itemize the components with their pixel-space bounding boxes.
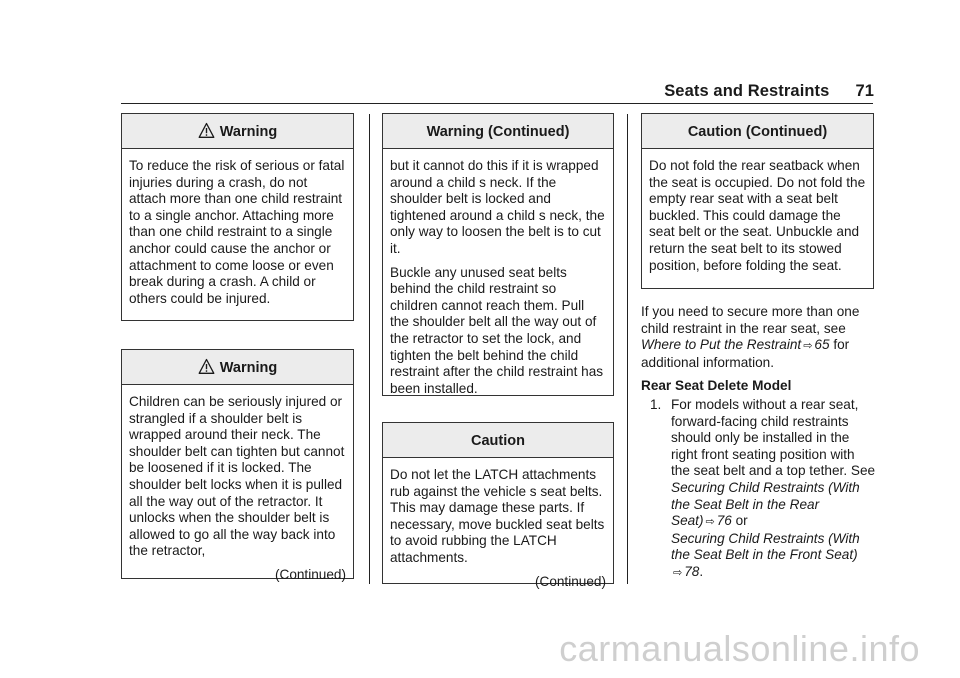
warning-continued-header: Warning (Continued) (383, 114, 613, 149)
warning-box-2-text: Children can be seriously injured or strangled if a shoulder belt is wrapped around their neck. The shoulder belt can tighten but cannot be loosened if it is locked. The shoulder belt locks when it is pulled all the way out of the retractor. It unlocks when the shoulder belt is allowed to go all the way back into the retractor, (129, 394, 345, 559)
warning-box-2-title: Warning (219, 360, 278, 376)
caution-continued-text: Do not fold the rear seatback when the seat is occupied. Do not fold the empty rear seat with a seat belt buckled. This could damage the seat belt or the seat. Unbuckle and return the seat belt to its stowed position, before folding the seat. (649, 158, 866, 273)
warning-box-1-text: To reduce the risk of serious or fatal injuries during a crash, do not attach more than one child restraint to a single anchor. Attaching more than one child restraint to a single anchor could cause the anchor or attachment to come loose or even break during a crash. A child or others could be injured. (129, 158, 345, 306)
cross-reference-page[interactable]: 78 (684, 563, 700, 579)
restraint-location-paragraph: If you need to secure more than one child restraint in the rear seat, see Where to Put the Restraint ⇨ 65 for additional information. (641, 304, 860, 370)
warning-continued-paragraph-1: but it cannot do this if it is wrapped around a child s neck. If the shoulder belt is locked and tightened around a child s neck, the only way to loosen the belt is to cut it. (390, 158, 605, 256)
section-title: Seats and Restraints (664, 82, 830, 100)
list-item: 1. For models without a rear seat, forward-facing child restraints should only be installed in the right front seating position with the seat belt and a top tether. See Securing Child Restraints (With the Seat Belt in the Rear Seat) ⇨ 76 or Securing Child Restraints (With the Seat Belt in the Front Seat) ⇨ 78. (650, 396, 876, 579)
cross-reference-link[interactable]: Securing Child Restraints (With the Seat Belt in the Rear Seat) (671, 479, 860, 529)
cross-reference-link[interactable]: Securing Child Restraints (With the Seat Belt in the Front Seat) (671, 530, 860, 563)
warning-box-1 (121, 113, 354, 321)
page-number: 71 (855, 82, 874, 100)
caution-continued-header: Caution (Continued) (642, 114, 873, 149)
instruction-list (641, 397, 877, 582)
subheading: Rear Seat Delete Model (641, 378, 792, 394)
column-divider-2 (627, 114, 628, 584)
cross-reference-page[interactable]: 65 (814, 337, 830, 353)
warning-icon (198, 358, 215, 375)
page-header (664, 82, 874, 101)
caution-box (382, 422, 614, 589)
caution-box-text: Do not let the LATCH attachments rub against the vehicle s seat belts. This may damage these parts. If necessary, move buckled seat belts to avoid rubbing the LATCH attachments. (390, 467, 605, 565)
column-divider-1 (369, 114, 370, 584)
cross-reference-page[interactable]: 76 (716, 513, 732, 529)
page-arrow-icon: ⇨ (803, 340, 813, 353)
page-arrow-icon: ⇨ (705, 516, 715, 529)
caution-continued-box (641, 113, 874, 289)
header-rule (121, 103, 873, 104)
warning-icon (198, 122, 215, 139)
body-text (641, 304, 877, 582)
watermark: carmanualsonline.info (559, 628, 920, 669)
caution-box-header: Caution (383, 423, 613, 458)
warning-box-1-header (122, 114, 353, 149)
cross-reference-link[interactable]: Where to Put the Restraint (641, 337, 802, 353)
warning-continued-box (382, 113, 614, 396)
list-item-number: 1. (650, 396, 662, 412)
continued-label: (Continued) (534, 573, 606, 589)
warning-continued-paragraph-2: Buckle any unused seat belts behind the child restraint so children cannot reach them. Pull the shoulder belt all the way out of the retractor to set the lock, and tighten the belt behind the child restraint after the child restraint has been installed. (390, 264, 604, 396)
warning-box-2 (121, 349, 354, 582)
page-arrow-icon: ⇨ (673, 566, 683, 579)
warning-box-2-header (122, 350, 353, 385)
warning-box-1-title: Warning (219, 124, 278, 140)
continued-label: (Continued) (274, 566, 346, 582)
